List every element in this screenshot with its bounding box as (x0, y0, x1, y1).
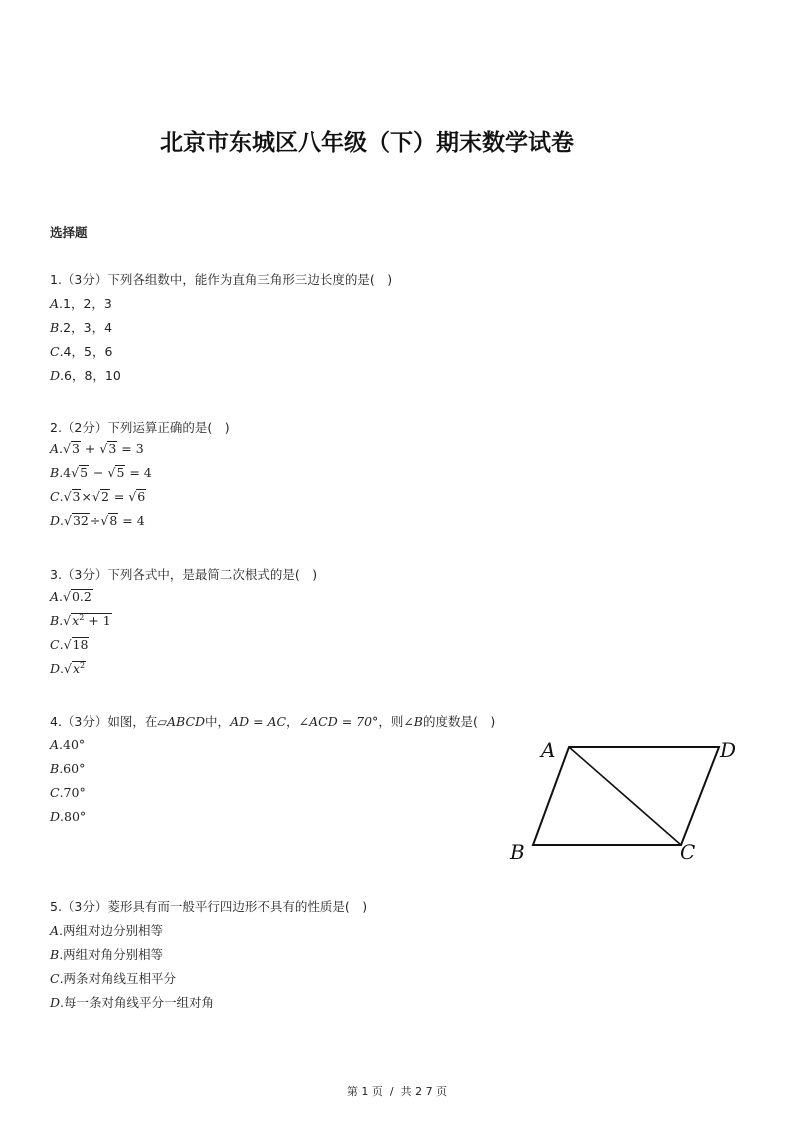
option-letter: C (50, 489, 60, 504)
option-letter: C (50, 785, 60, 800)
radicand-rest: + 1 (84, 613, 111, 629)
option-letter: A (50, 296, 60, 311)
option-letter: B (50, 947, 60, 962)
variable: x (72, 661, 81, 677)
option-text: .两组对边分别相等 (59, 923, 164, 938)
option-letter: B (50, 465, 60, 480)
sqrt-icon: √ (91, 489, 100, 504)
page-footer: 第 1 页 / 共 2 7 页 (346, 1085, 448, 1098)
question-1-option-d (50, 366, 121, 384)
stem-text: ，则 (378, 714, 404, 729)
radicand: 5 (80, 465, 89, 480)
question-2-option-b (50, 465, 152, 480)
option-letter: C (50, 344, 60, 359)
stem-math: ∠ACD = 70° (298, 714, 379, 729)
option-text: .6，8，10 (60, 368, 121, 383)
sqrt-icon: √ (64, 661, 72, 677)
radicand: 3 (71, 441, 80, 456)
option-letter: B (50, 613, 60, 629)
sqrt-icon: √ (107, 465, 116, 480)
option-letter: C (50, 971, 60, 986)
question-1-option-c (50, 342, 112, 360)
option-text: .60° (59, 761, 86, 776)
radicand (71, 613, 112, 627)
option-text: .70° (59, 785, 86, 800)
option-text: . (59, 441, 64, 456)
option-letter: A (50, 589, 60, 604)
sqrt-icon: √ (71, 465, 80, 480)
option-text: .每一条对角线平分一组对角 (60, 995, 215, 1010)
question-4-option-a (50, 737, 85, 752)
option-letter: D (50, 995, 61, 1010)
stem-text: 中， (205, 714, 231, 729)
vertex-label-c: C (680, 840, 696, 864)
sqrt-icon: √ (99, 441, 108, 456)
option-text: + (80, 441, 100, 456)
question-1-option-a (50, 294, 112, 312)
option-text: = 4 (125, 465, 152, 480)
radicand: 0.2 (71, 589, 92, 604)
exponent: 2 (80, 661, 86, 670)
question-5-stem: 5.（3分）菱形具有而一般平行四边形不具有的性质是( ) (50, 899, 368, 914)
option-text: . (60, 513, 65, 528)
option-letter: C (50, 637, 60, 652)
question-2-option-d (50, 513, 145, 528)
question-3-option-c (50, 637, 89, 652)
option-text: .80° (60, 809, 87, 824)
radicand: 3 (72, 489, 81, 504)
stem-math: ∠B (403, 714, 423, 729)
question-5-option-c (50, 969, 176, 987)
option-text: . (59, 637, 64, 652)
option-text: . (60, 661, 65, 677)
option-letter: A (50, 737, 60, 752)
sqrt-icon: √ (63, 489, 72, 504)
sqrt-icon: √ (63, 441, 71, 456)
question-2-stem: 2.（2分）下列运算正确的是( ) (50, 420, 230, 435)
radicand: 6 (137, 489, 146, 504)
question-3-stem: 3.（3分）下列各式中，是最简二次根式的是( ) (50, 567, 318, 582)
sqrt-icon: √ (64, 513, 72, 528)
option-letter: D (50, 809, 61, 824)
option-text: = (109, 489, 129, 504)
option-text: . (59, 613, 64, 629)
parallelogram-figure (505, 733, 745, 868)
radicand: 32 (72, 513, 89, 528)
question-3-option-d (50, 661, 86, 676)
question-4-option-b (50, 761, 85, 776)
option-text: .两组对角分别相等 (59, 947, 164, 962)
option-text: .4 (59, 465, 72, 480)
option-letter: A (50, 923, 60, 938)
vertex-label-a: A (541, 738, 556, 762)
diagonal-ac (569, 747, 681, 845)
question-1-stem: 1.（3分）下列各组数中，能作为直角三角形三边长度的是( ) (50, 272, 393, 287)
sqrt-icon: √ (63, 637, 72, 652)
option-text: .40° (59, 737, 86, 752)
question-2-option-c (50, 489, 146, 504)
variable: x (72, 613, 80, 629)
option-text: .两条对角线互相平分 (59, 971, 177, 986)
question-5-option-b (50, 945, 163, 963)
exponent: 2 (79, 613, 85, 622)
option-letter: B (50, 320, 60, 335)
stem-text: 4.（3分）如图，在 (50, 714, 158, 729)
radicand: 3 (108, 441, 117, 456)
option-text: × (81, 489, 92, 504)
question-5-option-d (50, 993, 214, 1011)
option-text: ÷ (89, 513, 101, 528)
stem-text: ， (286, 714, 299, 729)
option-letter: D (50, 368, 61, 383)
stem-text: 的度数是( ) (423, 714, 496, 729)
sqrt-icon: √ (63, 589, 71, 604)
option-letter: D (50, 661, 61, 677)
option-text: . (59, 589, 64, 604)
page-title: 北京市东城区八年级（下）期末数学试卷 (160, 130, 574, 156)
question-4-stem (50, 712, 495, 730)
radicand (72, 661, 86, 675)
option-text: = 3 (117, 441, 144, 456)
question-3-option-a (50, 589, 93, 604)
option-letter: D (50, 513, 61, 528)
option-text: .1，2，3 (59, 296, 112, 311)
option-text: .2，3，4 (59, 320, 113, 335)
stem-math: ▱ABCD (157, 714, 206, 729)
question-3-option-b (50, 613, 112, 628)
question-2-option-a (50, 441, 144, 456)
question-4-option-c (50, 785, 86, 800)
stem-math: AD = AC (230, 714, 287, 729)
option-text: = 4 (118, 513, 145, 528)
question-5-option-a (50, 921, 163, 939)
option-text: . (59, 489, 64, 504)
sqrt-icon: √ (100, 513, 109, 528)
option-text: − (89, 465, 108, 480)
vertex-label-b: B (510, 840, 525, 864)
option-text: .4，5，6 (59, 344, 113, 359)
vertex-label-d: D (720, 738, 737, 762)
radicand: 8 (109, 513, 118, 528)
sqrt-icon: √ (128, 489, 137, 504)
section-heading: 选择题 (50, 225, 88, 240)
option-letter: A (50, 441, 60, 456)
radicand: 5 (116, 465, 125, 480)
sqrt-icon: √ (63, 613, 72, 629)
question-4-option-d (50, 809, 86, 824)
option-letter: B (50, 761, 60, 776)
radicand: 18 (72, 637, 89, 652)
question-1-option-b (50, 318, 112, 336)
radicand: 2 (100, 489, 109, 504)
